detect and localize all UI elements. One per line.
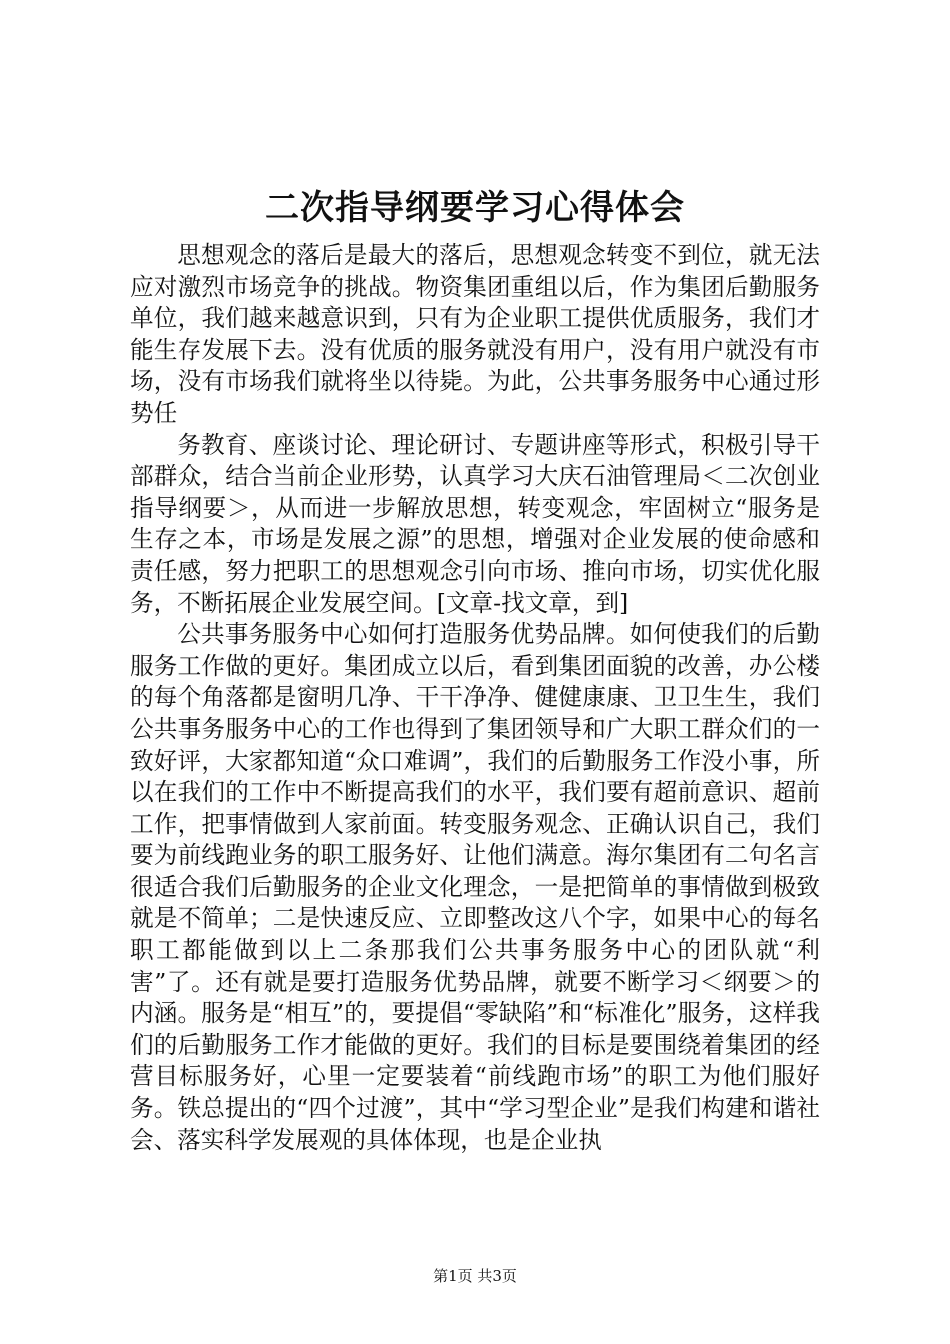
paragraph-1: 思想观念的落后是最大的落后，思想观念转变不到位，就无法应对激烈市场竞争的挑战。物资集团重组以后，作为集团后勤服务单位，我们越来越意识到，只有为企业职工提供优质服务，我们才能生存发展下去。没有优质的服务就没有用户，没有用户就没有市场，没有市场我们就将坐以待毙。为此，公共事务服务中心通过形势任 <box>130 241 820 427</box>
paragraph-3: 公共事务服务中心如何打造服务优势品牌。如何使我们的后勤服务工作做的更好。集团成立以后，看到集团面貌的改善，办公楼的每个角落都是窗明几净、干干净净、健健康康、卫卫生生，我们公共事务服务中心的工作也得到了集团领导和广大职工群众们的一致好评，大家都知道“众口难调”，我们的后勤服务工作没小事，所以在我们的工作中不断提高我们的水平，我们要有超前意识、超前工作，把事情做到人家前面。转变服务观念、正确认识自己，我们要为前线跑业务的职工服务好、让他们满意。海尔集团有二句名言很适合我们后勤服务的企业文化理念，一是把简单的事情做到极致就是不简单；二是快速反应、立即整改这八个字，如果中心的每名职工都能做到以上二条那我们公共事务服务中心的团队就“利害”了。还有就是要打造服务优势品牌，就要不断学习＜纲要＞的内涵。服务是“相互”的，要提倡“零缺陷”和“标准化”服务，这样我们的后勤服务工作才能做的更好。我们的目标是要围绕着集团的经营目标服务好，心里一定要装着“前线跑市场”的职工为他们服好务。铁总提出的“四个过渡”，其中“学习型企业”是我们构建和谐社会、落实科学发展观的具体体现，也是企业执 <box>130 620 820 1154</box>
page-footer: 第1页 共3页 <box>433 1267 517 1285</box>
paragraph-2: 务教育、座谈讨论、理论研讨、专题讲座等形式，积极引导干部群众，结合当前企业形势，认真学习大庆石油管理局＜二次创业指导纲要＞，从而进一步解放思想，转变观念，牢固树立“服务是生存之本，市场是发展之源”的思想，增强对企业发展的使命感和责任感，努力把职工的思想观念引向市场、推向市场，切实优化服务，不断拓展企业发展空间。[文章-找文章，到] <box>130 430 820 617</box>
document-body <box>130 240 820 1156</box>
document-title: 二次指导纲要学习心得体会 <box>265 188 685 228</box>
